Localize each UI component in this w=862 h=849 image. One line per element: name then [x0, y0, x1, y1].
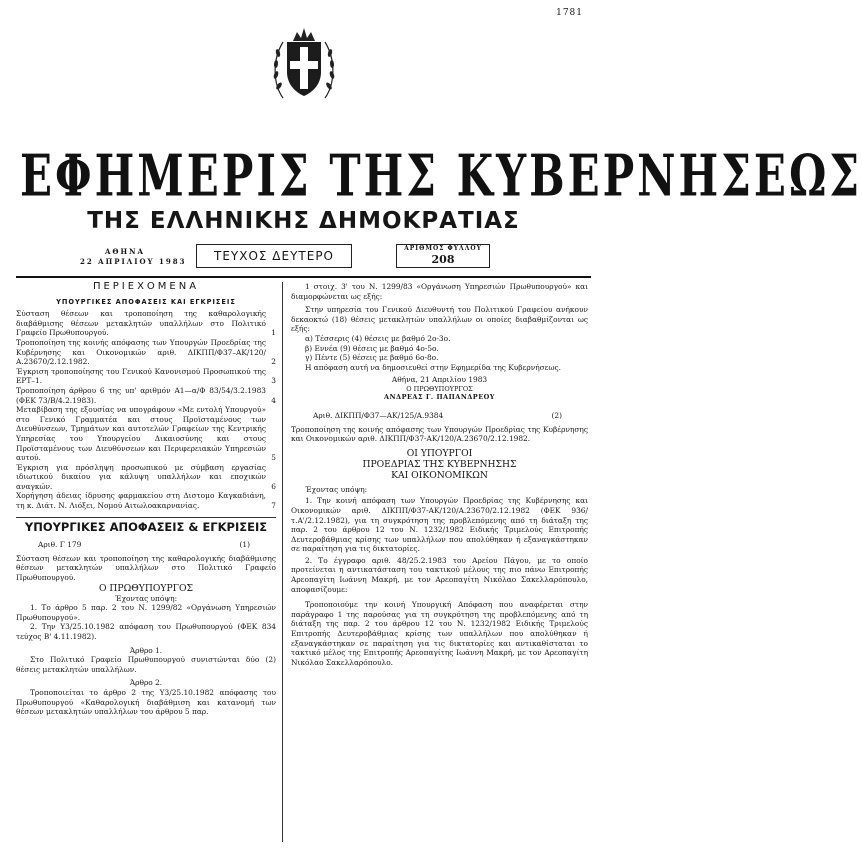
date-line: Αθήνα, 21 Απριλίου 1983	[391, 375, 488, 385]
gazette-title: ΕΦΗΜΕΡΙΣ ΤΗΣ ΚΥΒΕΡΝΗΣΕΩΣ	[20, 142, 862, 209]
section-title: ΥΠΟΥΡΓΙΚΕΣ ΑΠΟΦΑΣΕΙΣ & ΕΓΚΡΙΣΕΙΣ	[16, 517, 276, 533]
sheet-number: 208	[431, 253, 455, 266]
list-item: β) Εννέα (9) θέσεις με βαθμό 4ο-5ο.	[305, 343, 439, 353]
issue-place-date	[80, 247, 187, 267]
consideration: 1. Την κοινή απόφαση των Υπουργών Προεδρίας της Κυβέρνησης και Οικονομικών αριθ. ΔΙΚΠΠ/Φ37-ΑΚ/120/Α.23670/2.12.1982 (ΦΕΚ 936/τ.Α'/2.12.1982), για τη συγκρότηση της προβλεπόμενης από τη διάταξη της παρ. 2 του άρθρου 12 του Ν. 1232/1982 Ειδικής Τριμελούς Επιτροπής Δευτεροβάθμιας κρίσης των υπαλλήλων που απολύθηκαν ή εξαναγκάστηκαν σε παραίτηση για τις δικτατορίες.	[291, 496, 588, 554]
body-paragraph: Στην υπηρεσία του Γενικού Διευθυντή του Πολιτικού Γραφείου ανήκουν δεκαοκτώ (18) θέσεις μετακλητών υπαλλήλων οι οποίες διαβαθμίζονται ως εξής:	[291, 305, 588, 334]
contents-item: Χορήγηση άδειας ίδρυσης φαρμακείου στη Διστομο Καγκαδιάνη, τη κ. Διάτ. Ν. Λιόξει, Νομού Αιτωλοακαρνανίας. 7	[16, 491, 276, 511]
consideration: 2. Το έγγραφο αριθ. 48/25.2.1983 του Αρείου Πάγου, με το οποίο προτείνεται η αντικατάσταση του τακτικού μέλους της πιο πάνω Επιτροπής Αρεοπαγίτη Ιωάννη Μακρή, με τον Αρεοπαγίτη Νικόλαο Σακελλαρόπουλο, αποφασίζουμε:	[291, 555, 588, 594]
issue-sheet	[396, 244, 490, 268]
page-number: 1781	[556, 8, 583, 18]
gazette-subtitle: ΤΗΣ ΕΛΛΗΝΙΚΗΣ ΔΗΜΟΚΡΑΤΙΑΣ	[87, 208, 520, 234]
decision-number-row	[16, 540, 276, 550]
signature-block	[291, 385, 588, 401]
having-regard: Έχοντας υπόψη:	[305, 484, 368, 494]
contents-heading: ΠΕΡΙΕΧΟΜΕΝΑ	[92, 281, 200, 292]
authority-heading: Ο ΠΡΩΘΥΠΟΥΡΓΟΣ	[98, 582, 194, 594]
list-item: γ) Πέντε (5) θέσεις με βαθμό 6ο-8ο.	[305, 353, 439, 363]
left-column	[16, 282, 276, 717]
issue-volume: ΤΕΥΧΟΣ ΔΕΥΤΕΡΟ	[196, 244, 352, 268]
continuation-text: 1 στοιχ. 3' του Ν. 1299/83 «Οργάνωση Υπηρεσιών Πρωθυπουργού» και διαμορφώνεται ως εξής:	[291, 282, 588, 301]
article-text: Στο Πολιτικό Γραφείο Πρωθυπουργού συνιστώνται δύο (2) θέσεις μετακλητών υπαλλήλων.	[16, 655, 276, 674]
authority-heading: ΟΙ ΥΠΟΥΡΓΟΙ ΠΡΟΕΔΡΙΑΣ ΤΗΣ ΚΥΒΕΡΝΗΣΗΣ ΚΑΙ ΟΙΚΟΝΟΜΙΚΩΝ	[362, 447, 517, 481]
consideration: 1. Το άρθρο 5 παρ. 2 του Ν. 1299/82 «Οργάνωση Υπηρεσιών Πρωθυπουργού».	[16, 603, 276, 622]
decision-number-row	[291, 411, 588, 421]
consideration: 2. Την Υ3/25.10.1982 απόφαση του Πρωθυπουργού (ΦΕΚ 834 τεύχος Β' 4.11.1982).	[16, 622, 276, 641]
decision-ref: (1)	[239, 540, 250, 550]
decision-number: Αριθ. ΔΙΚΠΠ/Φ37—ΑΚ/125/Α.9384	[313, 410, 444, 420]
contents-subheading: ΥΠΟΥΡΓΙΚΕΣ ΑΠΟΦΑΣΕΙΣ ΚΑΙ ΕΓΚΡΙΣΕΙΣ	[56, 297, 236, 306]
article-title: Άρθρο 1.	[129, 645, 163, 655]
contents-item: Έγκριση για πρόσληψη προσωπικού με σύμβαση εργασίας ιδιωτικού δικαίου για κάλυψη υπαλλήλων και εποχικών αναγκών. 6	[16, 462, 276, 491]
article-title: Άρθρο 2.	[129, 678, 163, 688]
article-text: Τροποποιείται το άρθρο 2 της Υ3/25.10.1982 απόφασης του Πρωθυπουργού «Καθαρολογική διαβάθμιση και κατανομή των θέσεων μετακλητών υπαλλήλων του άρθρου 5 παρ.	[16, 687, 276, 717]
list-item: α) Τέσσερις (4) θέσεις με βαθμό 2ο-3ο.	[305, 333, 451, 343]
publish-order: Η απόφαση αυτή να δημοσιευθεί στην Εφημερίδα της Κυβερνήσεως.	[305, 362, 562, 372]
contents-item: Σύσταση θέσεων και τροποποίηση της καθαρολογικής διαβάθμισης θέσεων μετακλητών υπαλλήλων στο Πολιτικό Γραφείο Πρωθυπουργού. 1	[16, 309, 276, 338]
decision-title: Τροποποίηση της κοινής απόφασης των Υπουργών Προεδρίας της Κυβέρνησης και Οικονομικών αριθ. ΔΙΚΠΠ/Φ37-ΑΚ/120/Α.23670/2.12.1982.	[291, 424, 588, 444]
contents-item: Έγκριση τροποποίησης του Γενικού Κανονισμού Προσωπικού της ΕΡΤ–1. 3	[16, 366, 276, 386]
issue-place: ΑΘΗΝΑ	[105, 247, 145, 256]
decision-number: Αριθ. Γ 179	[38, 540, 82, 550]
issue-date: 22 ΑΠΡΙΛΙΟΥ 1983	[80, 257, 187, 266]
contents-item: Μεταβίβαση της εξουσίας να υπογράφουν «Με εντολή Υπουργού» στο Γενικό Γραμματέα και στους Προϊσταμένους των Διευθύνσεων, Τμημάτων και αυτοτελών Γραφείων της Κεντρικής Υπηρεσίας του Υπουργείου Δικαιοσύνης και στους Προϊσταμένους των Διευθύνσεων και Περιφερειακών Υπηρεσιών αυτού. 5	[16, 405, 276, 463]
contents-item: Τροποποίηση της κοινής απόφασης των Υπουργών Προεδρίας της Κυβέρνησης και Οικονομικών αριθ. ΔΙΚΠΠ/Φ37–ΑΚ/120/Α.23670/2.12.1982. 2	[16, 337, 276, 367]
signer-title: Ο ΠΡΩΘΥΠΟΥΡΓΟΣ	[406, 384, 473, 393]
header-rule	[16, 276, 591, 278]
contents-item: Τροποποίηση άρθρου 6 της υπ' αριθμόν Α1—α/Φ 83/54/3.2.1983 (ΦΕΚ 73/Β/4.2.1983). 4	[16, 385, 276, 405]
having-regard: Έχοντας υπόψη:	[114, 593, 178, 603]
decision-title: Σύσταση θέσεων και τροποποίηση της καθαρολογικής διαβάθμισης θέσεων μετακλητών υπαλλήλων στο Πολιτικό Γραφείο Πρωθυπουργού.	[16, 553, 276, 583]
right-column	[291, 282, 588, 667]
sheet-label: ΑΡΙΘΜΟΣ ΦΥΛΛΟΥ	[404, 245, 482, 252]
decision-ref: (2)	[551, 410, 562, 420]
signer-name: ΑΝΔΡΕΑΣ Γ. ΠΑΠΑΝΔΡΕΟΥ	[384, 392, 495, 401]
column-divider	[282, 282, 283, 842]
coat-of-arms-emblem	[269, 20, 339, 108]
body-paragraph: Τροποποιούμε την κοινή Υπουργική Απόφαση που αναφέρεται στην παράγραφο 1 της παρούσας για τη συγκρότηση της προβλεπόμενης από τη διάταξη της παρ. 2 του άρθρου 12 του Ν. 1232/1982 Ειδικής Τριμελούς Επιτροπής Δευτεροβάθμιας κρίσης των υπαλλήλων που απολύθηκαν ή εξαναγκάστηκαν σε παραίτηση για τις δικτατορίες και αντικαθίσταται το τακτικό μέλος της Επιτροπής Αρεοπαγίτης Ιωάννη Μακρή, με τον Αρεοπαγίτη Νικόλαο Σακελλαρόπουλο.	[291, 600, 588, 667]
